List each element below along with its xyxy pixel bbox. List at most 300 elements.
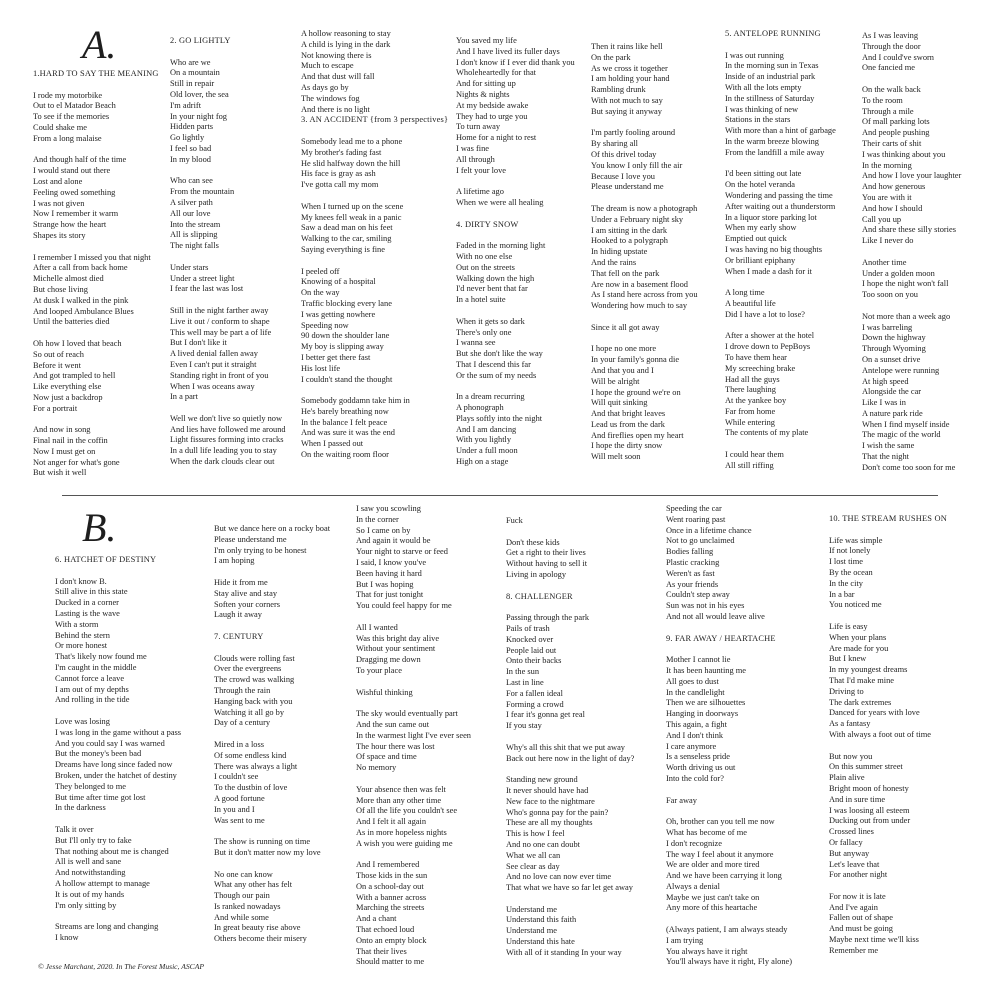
- lyric-line: Ducking out from under: [829, 816, 911, 826]
- lyric-line: And the sun came out: [356, 719, 430, 729]
- stanza-gap: [725, 439, 836, 450]
- lyric-line: That what we have so far let get away: [506, 883, 633, 893]
- lyric-line: When your plans: [829, 632, 887, 642]
- stanza-gap: [456, 209, 575, 220]
- song-title: 8. CHALLENGER: [506, 591, 573, 601]
- lyric-line: They had to urge you: [456, 111, 528, 121]
- lyric-line: I remember I missed you that night: [33, 252, 151, 262]
- lyric-line: I was loosing all esteem: [829, 805, 910, 815]
- lyric-line: Or more honest: [55, 641, 108, 651]
- lyrics-column: [301, 29, 448, 461]
- lyric-line: I was having no big thoughts: [725, 244, 823, 254]
- lyric-line: What we all can: [506, 850, 561, 860]
- stanza-gap: [214, 643, 330, 654]
- song-title: 7. CENTURY: [214, 631, 264, 641]
- lyric-line: In your night fog: [170, 111, 227, 121]
- lyric-line: Life was simple: [829, 535, 883, 545]
- lyric-line: What has become of me: [666, 827, 747, 837]
- stanza-gap: [456, 230, 575, 241]
- lyric-line: When I turned up on the scene: [301, 201, 404, 211]
- stanza-gap: [506, 581, 634, 592]
- lyric-line: As I was leaving: [862, 31, 919, 40]
- lyric-line: When the dark clouds clear out: [170, 457, 275, 467]
- stanza-gap: [214, 826, 330, 837]
- lyric-line: In the morning sun in Texas: [725, 61, 819, 71]
- lyric-line: I'm caught in the middle: [55, 662, 137, 672]
- lyric-line: Soften your corners: [214, 599, 281, 609]
- lyric-line: I know: [55, 932, 79, 942]
- lyric-line: Always a denial: [666, 881, 720, 891]
- lyric-line: Cannot force a leave: [55, 673, 125, 683]
- lyric-line: And the rains: [591, 257, 637, 267]
- lyric-line: All is well and sane: [55, 857, 122, 867]
- lyric-line: The hour there was lost: [356, 741, 435, 751]
- lyric-line: On the park: [591, 52, 631, 62]
- lyric-line: On the hotel veranda: [725, 180, 795, 190]
- lyric-line: Not to go unclaimed: [666, 536, 735, 546]
- lyric-line: But chose living: [33, 284, 88, 294]
- stanza-gap: [356, 612, 471, 623]
- lyric-line: I was fine: [456, 143, 490, 153]
- lyric-line: Under stars: [170, 262, 209, 272]
- lyric-line: As days go by: [301, 82, 349, 92]
- lyric-line: Weren't as fast: [666, 568, 715, 578]
- song-title: 3. AN ACCIDENT {from 3 perspectives}: [301, 115, 449, 125]
- lyric-line: Those kids in the sun: [356, 871, 428, 881]
- lyric-line: Like I never do: [862, 236, 914, 246]
- lyric-line: Was this bright day alive: [356, 633, 440, 643]
- lyric-line: Not more than a week ago: [862, 311, 951, 321]
- stanza-gap: [33, 145, 159, 156]
- lyric-line: Final nail in the coffin: [33, 436, 108, 446]
- stanza-gap: [214, 621, 330, 632]
- lyric-line: I am holding your hand: [591, 74, 670, 84]
- lyric-line: The dark extremes: [829, 697, 892, 707]
- lyric-line: Understand me: [506, 904, 557, 914]
- lyric-line: Call you up: [862, 214, 902, 224]
- stanza-gap: [301, 256, 448, 267]
- lyric-line: Alongside the car: [862, 387, 922, 397]
- lyric-line: My boy is slipping away: [301, 342, 384, 352]
- lyric-line: Under a street light: [170, 273, 235, 283]
- lyric-line: In you and I: [214, 804, 255, 814]
- stanza-gap: [862, 301, 961, 312]
- lyric-line: Walking to the car, smiling: [301, 234, 392, 244]
- lyric-line: Are made for you: [829, 643, 889, 653]
- lyric-line: Once in a lifetime chance: [666, 525, 752, 535]
- lyric-line: A child is lying in the dark: [301, 39, 391, 49]
- lyric-line: With a banner across: [356, 892, 427, 902]
- lyric-line: The show is running on time: [214, 837, 311, 847]
- lyric-line: Through the rain: [214, 685, 271, 695]
- song-title: 5. ANTELOPE RUNNING: [725, 29, 821, 38]
- lyric-line: I wish the same: [862, 441, 915, 451]
- lyric-line: Saw a dead man on his feet: [301, 223, 393, 233]
- lyric-line: I was long in the game without a pass: [55, 727, 182, 737]
- lyric-line: You are with it: [862, 192, 912, 202]
- lyric-line: And there is no light: [301, 104, 370, 114]
- lyric-line: I was thinking about you: [862, 149, 946, 159]
- lyric-line: In a liquor store parking lot: [725, 212, 817, 222]
- lyric-line: Hooked to a polygraph: [591, 236, 668, 246]
- lyric-line: I've gotta call my mom: [301, 180, 379, 190]
- stanza-gap: [356, 774, 471, 785]
- lyric-line: Who are we: [170, 57, 211, 67]
- stanza-gap: [33, 328, 159, 339]
- lyric-line: That I'd make mine: [829, 675, 894, 685]
- lyric-line: As we cross it together: [591, 63, 668, 73]
- lyric-line: Couldn't step away: [666, 590, 730, 600]
- side-divider: [62, 495, 938, 496]
- lyric-line: While entering: [725, 417, 775, 427]
- lyric-line: No one can know: [214, 869, 273, 879]
- lyric-line: Of some endless kind: [214, 750, 287, 760]
- lyric-line: Lost and alone: [33, 176, 83, 186]
- lyric-line: Hidden parts: [170, 122, 214, 132]
- lyric-line: Could shake me: [33, 122, 87, 132]
- lyric-line: Mired in a loss: [214, 739, 265, 749]
- lyric-line: And lies have followed me around: [170, 424, 286, 434]
- lyric-line: After a shower at the hotel: [725, 331, 815, 341]
- side-a-label: A.: [82, 22, 117, 67]
- lyric-line: Now I remember it warm: [33, 209, 119, 219]
- lyric-line: Then it rains like hell: [591, 42, 663, 51]
- song-title: 2. GO LIGHTLY: [170, 36, 231, 45]
- lyric-line: In a bar: [829, 589, 855, 599]
- lyric-line: Shapes its story: [33, 230, 86, 240]
- lyric-line: Wondering and passing the time: [725, 190, 833, 200]
- lyrics-column: [829, 514, 947, 957]
- lyric-line: And for sitting up: [456, 79, 516, 89]
- lyric-line: Lead us from the dark: [591, 419, 665, 429]
- lyric-line: Danced for years with love: [829, 708, 920, 718]
- stanza-gap: [170, 166, 286, 177]
- stanza-gap: [356, 698, 471, 709]
- lyric-line: At dusk I walked in the pink: [33, 295, 129, 305]
- lyric-line: His lost life: [301, 363, 341, 373]
- stanza-gap: [55, 706, 181, 717]
- lyric-line: And how I love your laughter: [862, 171, 962, 181]
- lyric-line: Fuck: [506, 516, 523, 525]
- lyric-line: The windows fog: [301, 93, 360, 103]
- lyric-line: A phonograph: [456, 403, 504, 413]
- lyric-line: Wishful thinking: [356, 687, 413, 697]
- lyric-line: Driving to: [829, 686, 864, 696]
- lyric-line: Oh how I loved that beach: [33, 338, 122, 348]
- lyric-line: Don't come too soon for me: [862, 462, 956, 472]
- lyric-line: But the money's been bad: [55, 749, 142, 759]
- lyric-line: That the night: [862, 452, 909, 462]
- lyric-line: All I wanted: [356, 622, 398, 632]
- lyric-line: Live it out / conform to shape: [170, 316, 270, 326]
- lyric-line: But I'll only try to fake: [55, 835, 132, 845]
- lyric-line: Understand this hate: [506, 937, 575, 947]
- lyric-line: Fallen out of shape: [829, 913, 893, 923]
- lyric-line: Please understand me: [591, 182, 664, 192]
- lyric-line: Because I love you: [591, 171, 655, 181]
- lyric-line: In your family's gonna die: [591, 355, 680, 365]
- lyric-line: Of mall parking lots: [862, 117, 930, 127]
- lyric-line: Through the door: [862, 41, 921, 51]
- lyric-line: In the warm breeze blowing: [725, 136, 819, 146]
- lyric-line: I better get there fast: [301, 352, 371, 362]
- lyric-line: And got trampled to hell: [33, 371, 116, 381]
- lyric-line: At my bedside awake: [456, 100, 529, 110]
- lyric-line: Through Wyoming: [862, 344, 926, 354]
- lyric-line: A long time: [725, 288, 765, 298]
- lyric-line: That's likely now found me: [55, 652, 147, 662]
- lyric-line: Understand this faith: [506, 915, 577, 925]
- lyric-line: I was barreling: [862, 322, 913, 332]
- lyric-line: Well we don't live so quietly now: [170, 413, 283, 423]
- lyric-line: Any more of this heartache: [666, 903, 758, 913]
- stanza-gap: [829, 525, 947, 536]
- lyric-line: With no one else: [456, 251, 513, 261]
- lyric-line: Into the stream: [170, 219, 221, 229]
- lyric-line: Old lover, the sea: [170, 89, 229, 99]
- lyric-line: All still riffing: [725, 460, 774, 470]
- lyric-line: I couldn't stand the thought: [301, 374, 393, 384]
- stanza-gap: [506, 602, 634, 613]
- lyric-line: As in more hopeless nights: [356, 827, 447, 837]
- stanza-gap: [666, 806, 792, 817]
- lyric-line: Forming a crowd: [506, 699, 564, 709]
- lyric-line: Over the evergreens: [214, 664, 282, 674]
- lyrics-column: [55, 555, 181, 944]
- lyric-line: Their carts of shit: [862, 138, 922, 148]
- stanza-gap: [170, 295, 286, 306]
- lyric-line: By the ocean: [829, 567, 873, 577]
- stanza-gap: [356, 677, 471, 688]
- lyric-line: Knowing of a hospital: [301, 277, 376, 287]
- lyric-line: Saying everything is fine: [301, 244, 385, 254]
- lyric-line: A good fortune: [214, 793, 265, 803]
- lyric-line: And I have lived its fuller days: [456, 46, 560, 56]
- stanza-gap: [170, 403, 286, 414]
- lyric-line: Bodies falling: [666, 547, 714, 557]
- lyric-line: But wish it well: [33, 468, 87, 478]
- stanza-gap: [725, 277, 836, 288]
- lyric-line: Broken, under the hatchet of destiny: [55, 770, 177, 780]
- lyric-line: On a sunset drive: [862, 354, 921, 364]
- lyric-line: All our love: [170, 208, 211, 218]
- lyric-line: In the morning: [862, 160, 912, 170]
- lyric-line: Please understand me: [214, 534, 287, 544]
- lyric-line: You'll always have it right, Fly alone): [666, 957, 793, 967]
- lyric-line: Under a golden moon: [862, 268, 935, 278]
- lyric-line: My knees fell weak in a panic: [301, 212, 402, 222]
- stanza-gap: [506, 894, 634, 905]
- lyric-line: Get a right to their lives: [506, 548, 586, 558]
- lyric-line: As I stand here across from you: [591, 290, 698, 300]
- stanza-gap: [301, 126, 448, 137]
- lyric-line: So I came on by: [356, 525, 411, 535]
- lyric-line: Rambling drunk: [591, 85, 646, 95]
- lyric-line: When I made a dash for it: [725, 266, 812, 276]
- lyric-line: Now just a backdrop: [33, 392, 103, 402]
- lyric-line: And was sure it was the end: [301, 428, 395, 438]
- lyric-line: Are now in a basement flood: [591, 279, 688, 289]
- lyric-line: Too soon on you: [862, 290, 918, 300]
- lyric-line: All through: [456, 154, 495, 164]
- lyric-line: Last in line: [506, 677, 544, 687]
- lyric-line: And though half of the time: [33, 155, 127, 165]
- lyric-line: A lived denial fallen away: [170, 349, 258, 359]
- lyric-line: In the warmest light I've ever seen: [356, 730, 471, 740]
- lyric-line: High on a stage: [456, 457, 509, 467]
- lyric-line: If not lonely: [829, 546, 871, 556]
- lyric-line: On the waiting room floor: [301, 450, 389, 460]
- lyric-line: Under a full moon: [456, 446, 518, 456]
- song-title: 1.HARD TO SAY THE MEANING: [33, 69, 159, 78]
- stanza-gap: [214, 567, 330, 578]
- lyric-line: But I was hoping: [356, 579, 414, 589]
- lyric-line: Mother I cannot lie: [666, 655, 731, 665]
- lyric-line: Dreams have long since faded now: [55, 760, 173, 770]
- lyric-line: These are all my thoughts: [506, 818, 593, 828]
- lyric-line: Much to escape: [301, 61, 354, 71]
- lyric-line: On a school-day out: [356, 881, 424, 891]
- lyric-line: Will melt soon: [591, 452, 641, 462]
- lyric-line: Faded in the morning light: [456, 241, 546, 251]
- lyric-line: Somebody goddamn take him in: [301, 396, 410, 406]
- copyright-credit: © Jesse Marchant, 2020. In The Forest Music, ASCAP: [38, 962, 204, 971]
- lyric-line: Another time: [862, 257, 907, 267]
- lyric-line: And a chant: [356, 914, 397, 924]
- lyric-line: In great beauty rise above: [214, 923, 301, 933]
- lyric-line: I lost time: [829, 557, 863, 567]
- lyric-line: And we have been carrying it long: [666, 871, 782, 881]
- stanza-gap: [506, 764, 634, 775]
- lyric-line: Passing through the park: [506, 613, 590, 623]
- lyric-line: Not knowing there is: [301, 50, 372, 60]
- lyric-line: You noticed me: [829, 600, 882, 610]
- lyric-line: You saved my life: [456, 36, 517, 45]
- stanza-gap: [33, 415, 159, 426]
- lyric-line: Through a mile: [862, 106, 914, 116]
- lyric-line: A silver path: [170, 197, 213, 207]
- lyric-line: I hope the night won't fall: [862, 279, 949, 289]
- stanza-gap: [829, 611, 947, 622]
- lyric-line: I hope the ground we're on: [591, 387, 681, 397]
- lyric-line: Plastic cracking: [666, 557, 720, 567]
- lyric-line: That for just tonight: [356, 590, 424, 600]
- lyric-line: There was always a light: [214, 761, 298, 771]
- lyric-line: But saying it anyway: [591, 106, 662, 116]
- lyric-line: Hide it from me: [214, 577, 268, 587]
- lyric-line: Or the sum of my needs: [456, 370, 537, 380]
- lyrics-column: [214, 524, 330, 945]
- stanza-gap: [55, 814, 181, 825]
- lyric-line: And I've again: [829, 902, 878, 912]
- lyric-line: So out of reach: [33, 349, 84, 359]
- lyric-line: I was not given: [33, 198, 85, 208]
- lyric-line: Go lightly: [170, 133, 205, 143]
- lyric-line: My brother's fading fast: [301, 147, 382, 157]
- lyric-line: From the landfill a mile away: [725, 147, 825, 157]
- lyric-line: That echoed loud: [356, 925, 415, 935]
- lyric-line: In a hotel suite: [456, 295, 506, 305]
- lyric-line: And no one can doubt: [506, 839, 580, 849]
- lyric-line: And you could say I was warned: [55, 738, 165, 748]
- stanza-gap: [591, 312, 698, 323]
- lyric-line: And fireflies open my heart: [591, 430, 684, 440]
- lyric-line: And no love can now ever time: [506, 872, 612, 882]
- lyric-line: That their lives: [356, 946, 407, 956]
- lyric-line: This well may be part a of life: [170, 327, 272, 337]
- lyric-line: In my blood: [170, 154, 211, 164]
- lyric-line: You could feel happy for me: [356, 601, 452, 611]
- lyric-line: I said, I know you've: [356, 557, 427, 567]
- lyric-line: Watching it all go by: [214, 707, 285, 717]
- lyric-line: Who can see: [170, 176, 213, 186]
- lyric-line: Even I can't put it straight: [170, 359, 257, 369]
- lyric-line: Living in apology: [506, 569, 567, 579]
- lyric-line: As your friends: [666, 579, 719, 589]
- lyric-line: Or brilliant epiphany: [725, 255, 796, 265]
- lyric-line: Though our pain: [214, 891, 270, 901]
- stanza-gap: [214, 859, 330, 870]
- lyric-line: And how generous: [862, 182, 926, 192]
- lyric-line: All is slipping: [170, 230, 218, 240]
- lyric-line: I rode my motorbike: [33, 90, 103, 100]
- lyrics-column: [33, 69, 159, 479]
- lyric-line: He's barely breathing now: [301, 406, 389, 416]
- lyric-line: Michelle almost died: [33, 274, 104, 284]
- stanza-gap: [666, 914, 792, 925]
- lyric-line: And I am dancing: [456, 424, 517, 434]
- lyric-line: Into the cold for?: [666, 773, 724, 783]
- lyric-line: When my early show: [725, 223, 797, 233]
- lyric-line: Or fallacy: [829, 837, 863, 847]
- lyrics-column: [725, 29, 836, 472]
- side-b-label: B.: [82, 505, 117, 550]
- lyric-line: That I descend this far: [456, 359, 531, 369]
- lyrics-column: [456, 36, 575, 468]
- lyric-line: Like everything else: [33, 382, 102, 392]
- lyric-line: Is ranked nowadays: [214, 901, 281, 911]
- lyric-line: Back out here now in the light of day?: [506, 753, 635, 763]
- lyric-line: With not much to say: [591, 95, 663, 105]
- lyric-line: The magic of the world: [862, 430, 941, 440]
- stanza-gap: [666, 785, 792, 796]
- stanza-gap: [214, 729, 330, 740]
- lyric-line: In a dream recurring: [456, 392, 525, 402]
- lyric-line: Without having to sell it: [506, 559, 588, 569]
- lyric-line: At the yankee boy: [725, 396, 787, 406]
- lyric-line: I'm adrift: [170, 100, 202, 110]
- lyric-line: I'm only sitting by: [55, 900, 117, 910]
- lyric-line: A beautiful life: [725, 298, 776, 308]
- lyric-line: When I passed out: [301, 439, 364, 449]
- lyric-line: I felt your love: [456, 165, 507, 175]
- lyric-line: At high speed: [862, 376, 909, 386]
- lyric-line: From the mountain: [170, 187, 235, 197]
- lyric-line: With more than a hint of garbage: [725, 126, 836, 136]
- lyric-line: I drove down to PepBoys: [725, 342, 811, 352]
- song-title: 9. FAR AWAY / HEARTACHE: [666, 633, 776, 643]
- lyrics-column: [506, 516, 634, 959]
- lyric-line: No memory: [356, 763, 397, 773]
- lyric-line: That fell on the park: [591, 268, 660, 278]
- lyric-line: Far from home: [725, 406, 776, 416]
- lyric-line: Inside of an industrial park: [725, 72, 816, 82]
- stanza-gap: [33, 80, 159, 91]
- lyric-line: Strange how the heart: [33, 220, 107, 230]
- lyric-line: Been having it hard: [356, 568, 422, 578]
- lyric-line: In the balance I felt peace: [301, 417, 388, 427]
- stanza-gap: [170, 252, 286, 263]
